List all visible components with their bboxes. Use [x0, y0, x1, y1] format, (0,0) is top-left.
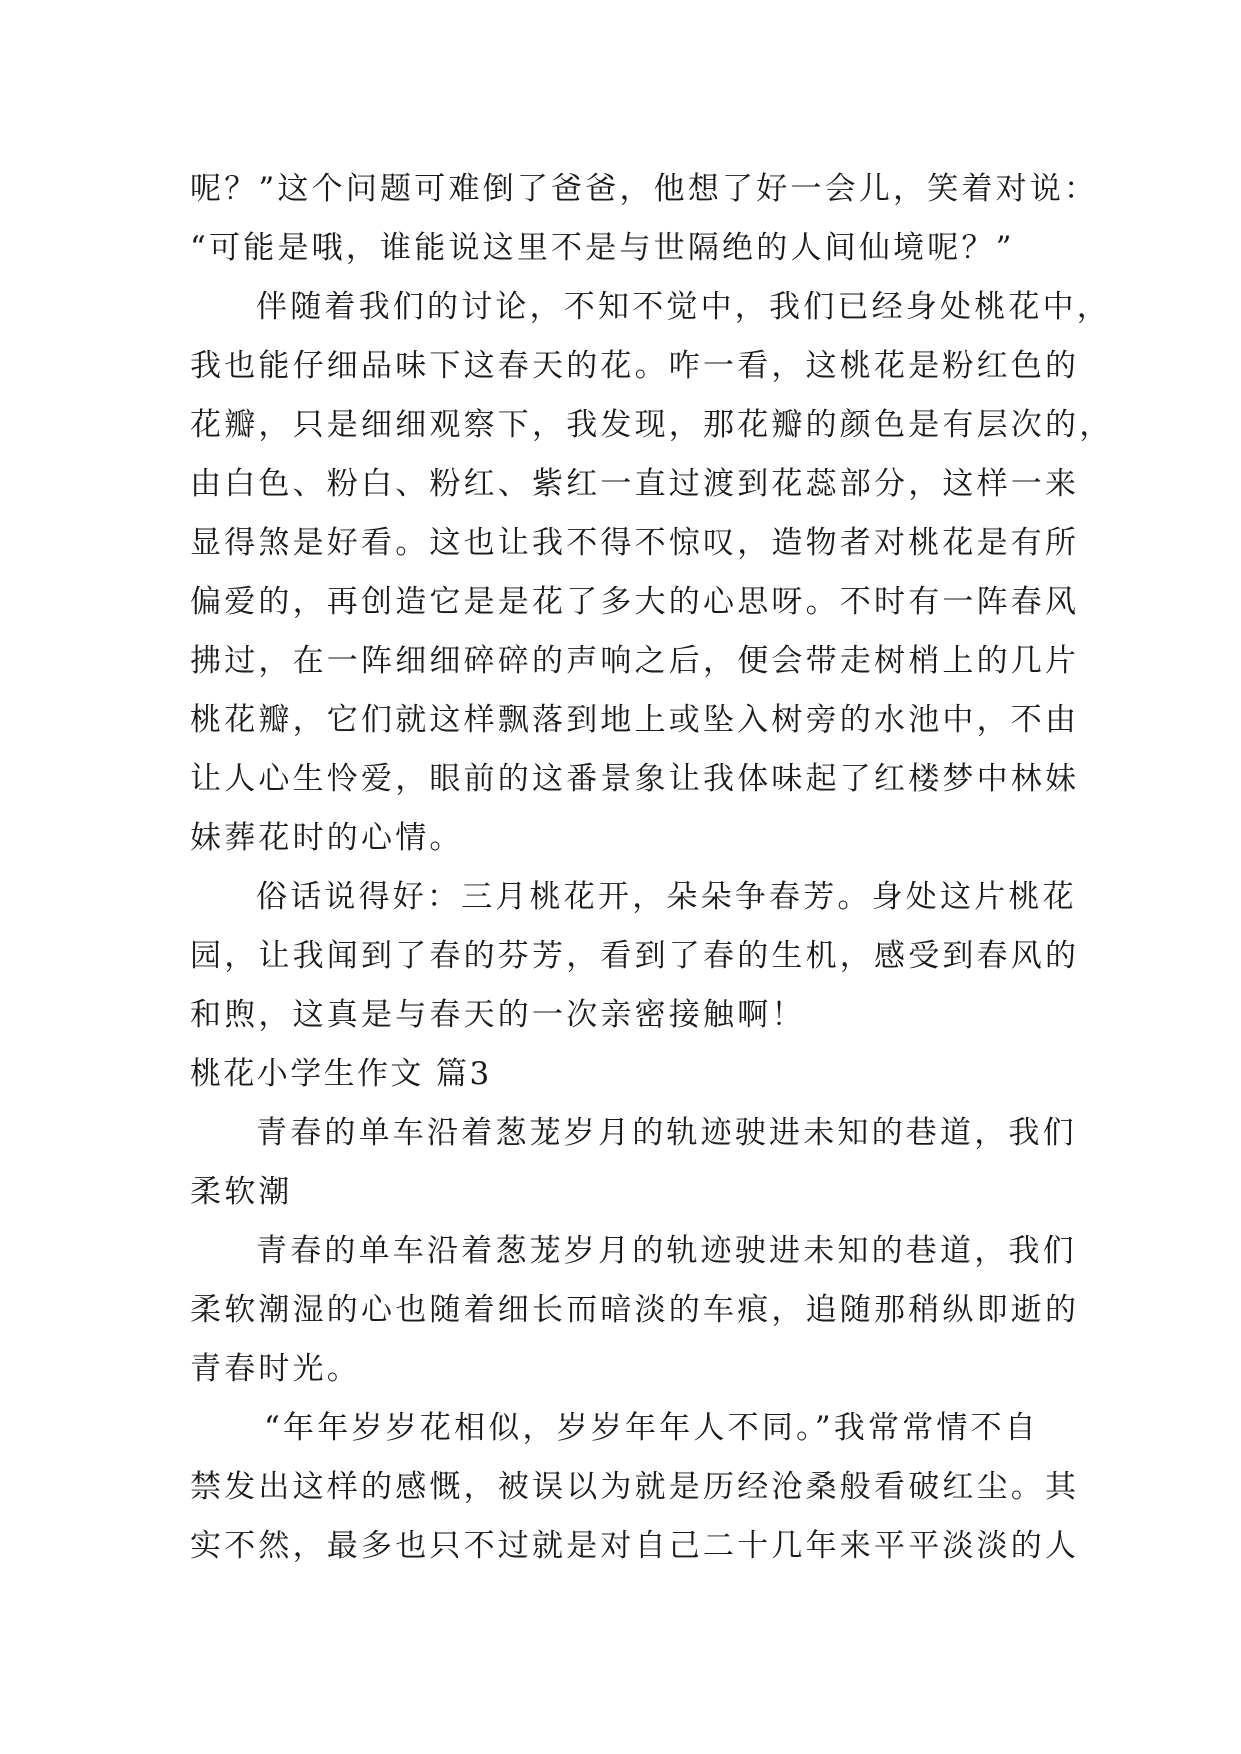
text-line: 我也能仔细品味下这春天的花。咋一看，这桃花是粉红色的: [190, 348, 1080, 384]
text-line: 园，让我闻到了春的芬芳，看到了春的生机，感受到春风的: [190, 938, 1080, 974]
text-line: 偏爱的，再创造它是是花了多大的心思呀。不时有一阵春风: [190, 584, 1080, 620]
text-line: 柔软潮湿的心也随着细长而暗淡的车痕，追随那稍纵即逝的: [190, 1292, 1080, 1328]
text-line: 柔软潮: [190, 1174, 293, 1210]
text-line: 呢？”这个问题可难倒了爸爸，他想了好一会儿，笑着对说：: [190, 171, 1099, 207]
text-line: 让人心生怜爱，眼前的这番景象让我体味起了红楼梦中林妹: [190, 761, 1080, 797]
text-line: 拂过，在一阵细细碎碎的声响之后，便会带走树梢上的几片: [190, 643, 1080, 679]
text-line: 显得煞是好看。这也让我不得不惊叹，造物者对桃花是有所: [190, 525, 1080, 561]
paragraph-start-line: 俗话说得好：三月桃花开，朵朵争春芳。身处这片桃花: [256, 879, 1077, 915]
paragraph-start-line: 伴随着我们的讨论，不知不觉中，我们已经身处桃花中，: [256, 289, 1111, 325]
text-line: 花瓣，只是细细观察下，我发现，那花瓣的颜色是有层次的，: [190, 407, 1114, 443]
paragraph-start-line: 青春的单车沿着葱茏岁月的轨迹驶进未知的巷道，我们: [256, 1233, 1077, 1269]
text-line: 青春时光。: [190, 1351, 361, 1387]
text-line: 妹葬花时的心情。: [190, 820, 464, 856]
text-line: 桃花瓣，它们就这样飘落到地上或坠入树旁的水池中，不由: [190, 702, 1080, 738]
section-heading: 桃花小学生作文 篇3: [190, 1056, 492, 1092]
text-line: 和煦，这真是与春天的一次亲密接触啊！: [190, 997, 806, 1033]
text-line: 由白色、粉白、粉红、紫红一直过渡到花蕊部分，这样一来: [190, 466, 1080, 502]
paragraph-start-line: “年年岁岁花相似，岁岁年年人不同。”我常常情不自: [264, 1410, 1039, 1446]
text-line: “可能是哦，谁能说这里不是与世隔绝的人间仙境呢？”: [190, 230, 1015, 266]
text-line: 实不然，最多也只不过就是对自己二十几年来平平淡淡的人: [190, 1528, 1080, 1564]
text-line: 禁发出这样的感慨，被误以为就是历经沧桑般看破红尘。其: [190, 1469, 1080, 1505]
document-body: [190, 160, 1114, 1576]
paragraph-start-line: 青春的单车沿着葱茏岁月的轨迹驶进未知的巷道，我们: [256, 1115, 1077, 1151]
